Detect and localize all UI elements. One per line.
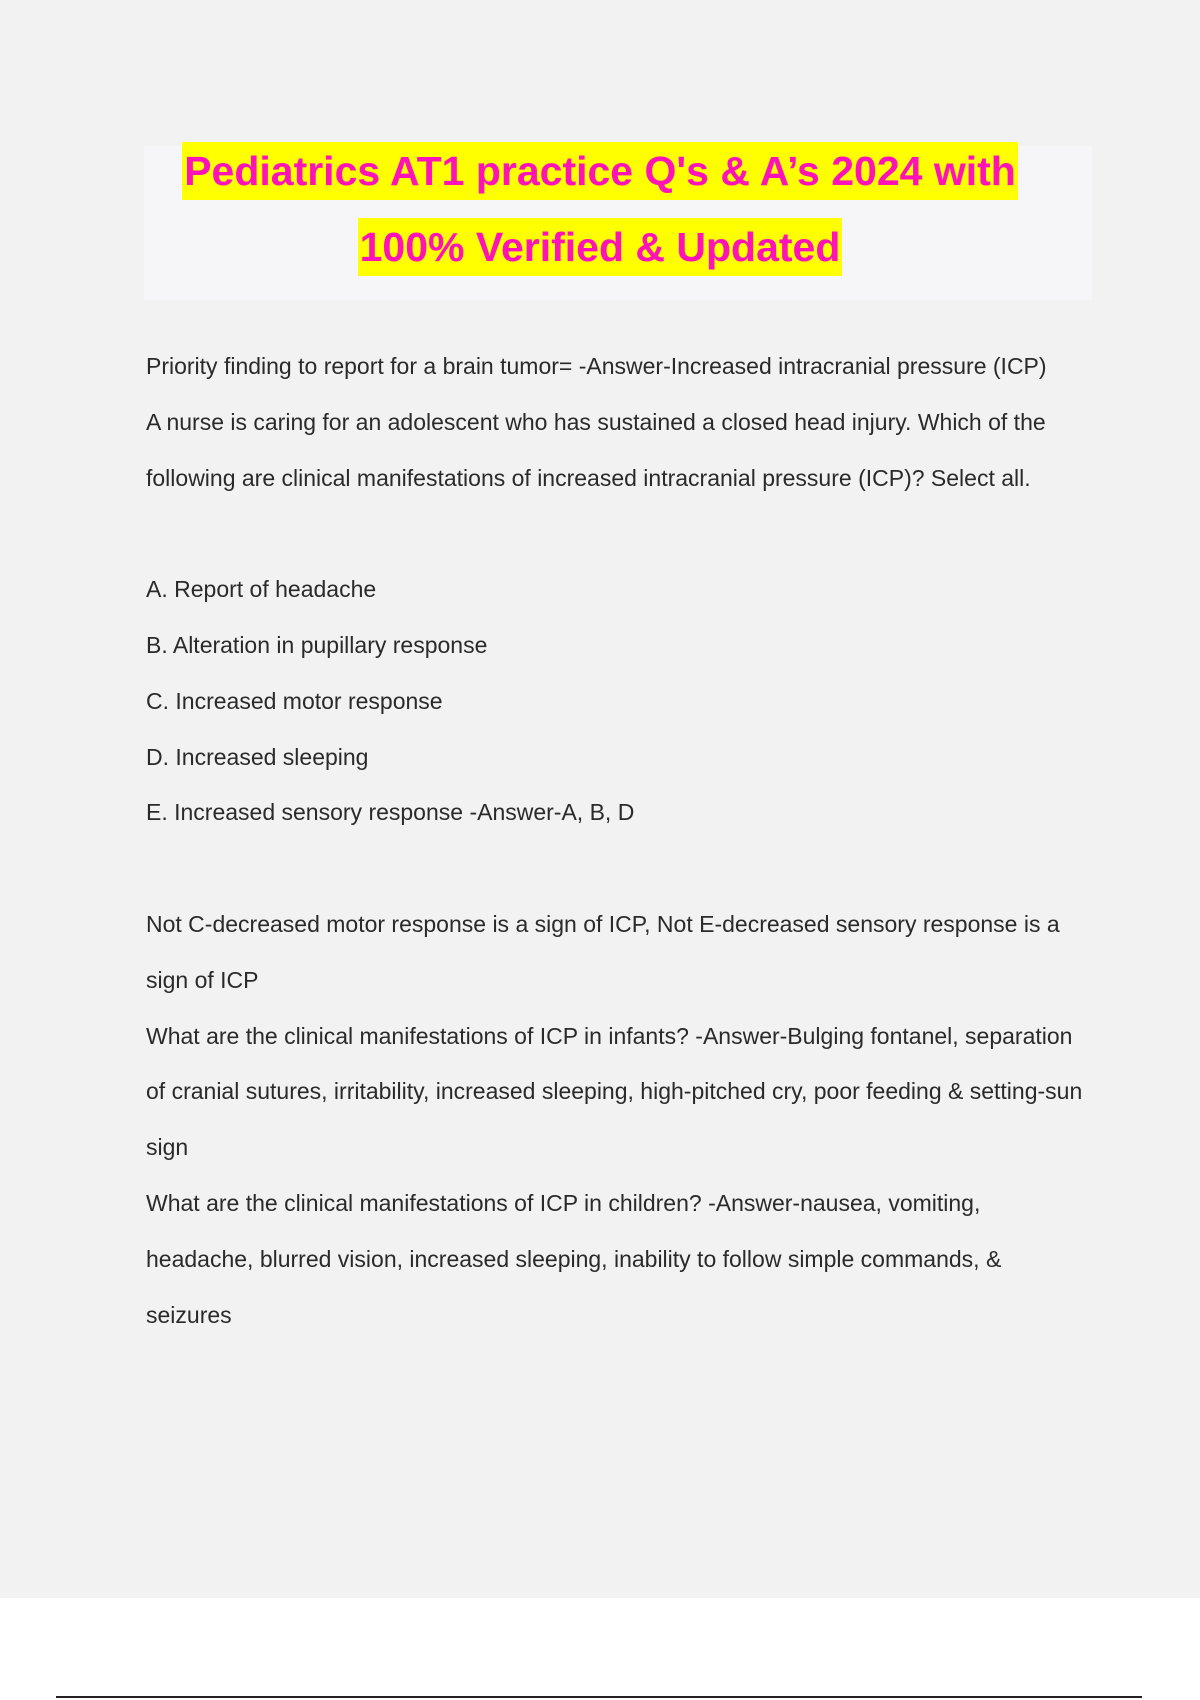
option-d: D. Increased sleeping [146, 743, 369, 770]
option-a: A. Report of headache [146, 576, 377, 603]
paragraph-spacer [146, 506, 1086, 562]
rationale: Not C-decreased motor response is a sign of ICP, Not E-decreased sensory response is a sign of ICP [146, 910, 1060, 993]
option-e-with-answer: E. Increased sensory response -Answer-A, B, D [146, 799, 635, 826]
option-b: B. Alteration in pupillary response [146, 631, 488, 658]
title-line-1-wrapper [0, 142, 1200, 200]
document-title-line-1: Pediatrics AT1 practice Q's & A’s 2024 with [182, 142, 1018, 200]
paragraph-spacer [146, 841, 1086, 897]
title-line-2-wrapper [0, 218, 1200, 276]
question-2: A nurse is caring for an adolescent who has sustained a closed head injury. Which of the following are clinical manifestations of increased intracranial pressure (ICP)? Select all. [146, 408, 1046, 491]
option-c: C. Increased motor response [146, 687, 443, 714]
footer-divider [56, 1696, 1142, 1698]
question-4: What are the clinical manifestations of ICP in children? -Answer-nausea, vomiting, headache, blurred vision, increased sleeping, inability to follow simple commands, & seizures [146, 1189, 1002, 1328]
document-title-line-2: 100% Verified & Updated [358, 218, 843, 276]
question-3: What are the clinical manifestations of ICP in infants? -Answer-Bulging fontanel, separation of cranial sutures, irritability, increased sleeping, high-pitched cry, poor feeding & setting-sun sign [146, 1022, 1083, 1161]
question-1: Priority finding to report for a brain tumor= -Answer-Increased intracranial pressure (ICP) [146, 353, 1047, 379]
document-body [146, 339, 1086, 1343]
